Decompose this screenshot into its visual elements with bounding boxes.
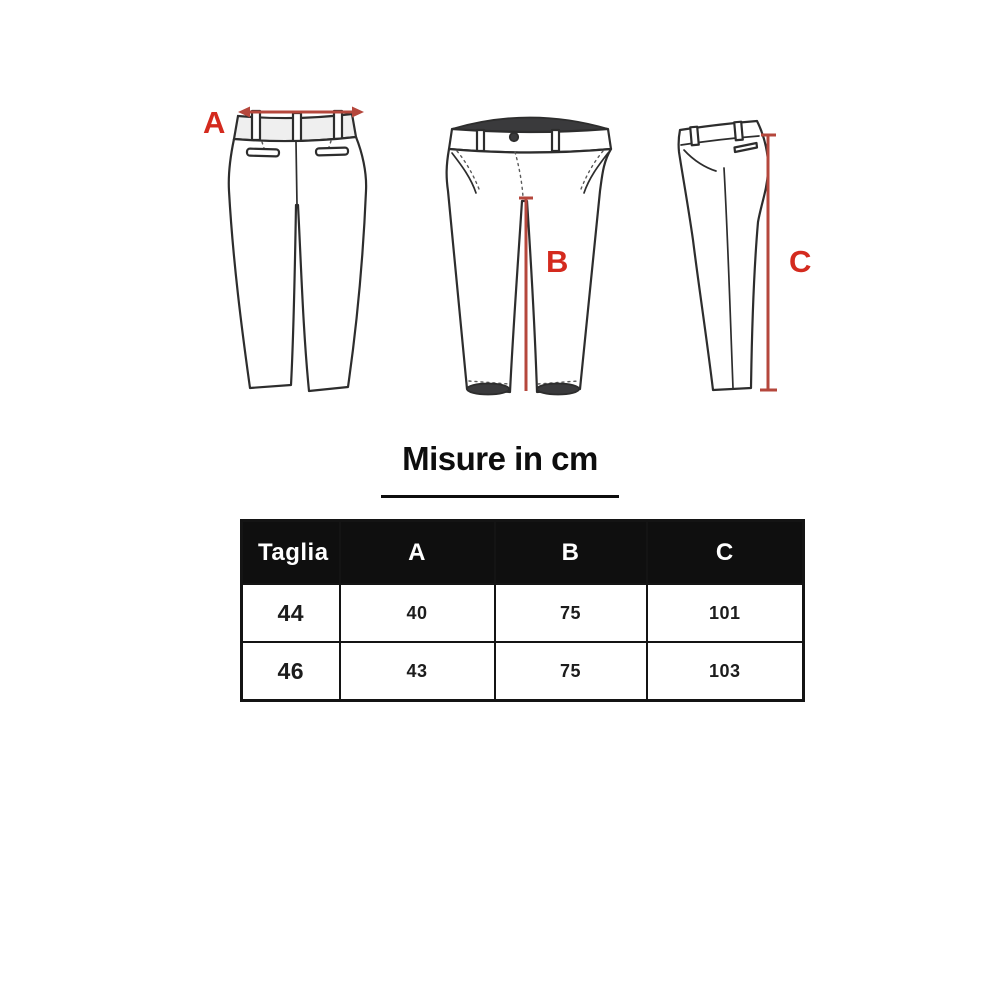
col-header-c: C	[647, 521, 804, 585]
pants-measurement-diagram	[0, 0, 1000, 430]
page-title: Misure in cm	[402, 440, 598, 477]
table-row-size-46	[242, 642, 804, 701]
belt-loop	[334, 111, 342, 139]
arrowhead-right-icon	[352, 107, 364, 118]
measure-label-b: B	[546, 244, 569, 279]
table-header-row	[242, 521, 804, 585]
pants-body-outline	[229, 137, 366, 391]
measure-label-c: C	[789, 244, 812, 279]
waistband	[449, 129, 611, 153]
cell-size: 46	[242, 642, 340, 701]
hem-interior	[467, 384, 509, 395]
measure-label-a: A	[203, 105, 226, 140]
col-header-b: B	[495, 521, 647, 585]
cell-measure-b: 75	[495, 642, 647, 701]
pants-body-outline	[679, 121, 769, 390]
belt-loop	[252, 111, 260, 140]
pants-back-view	[203, 105, 366, 391]
button	[510, 133, 518, 141]
belt-loop	[477, 130, 484, 151]
cell-measure-a: 43	[340, 642, 495, 701]
hem-interior	[537, 384, 579, 395]
center-back-seam	[296, 142, 297, 205]
belt-loop	[293, 113, 301, 143]
pants-side-view	[679, 121, 812, 390]
belt-loop	[690, 127, 699, 146]
col-header-taglia: Taglia	[242, 521, 340, 585]
back-pocket-welt	[247, 149, 279, 157]
cell-measure-c: 103	[647, 642, 804, 701]
cell-measure-b: 75	[495, 584, 647, 642]
table-row-size-44	[242, 584, 804, 642]
belt-loop	[734, 122, 743, 141]
belt-loop	[552, 130, 559, 151]
cell-size: 44	[242, 584, 340, 642]
title-underline	[381, 495, 619, 498]
cell-measure-a: 40	[340, 584, 495, 642]
size-table	[240, 519, 805, 702]
pants-front-view	[447, 118, 611, 395]
cell-measure-c: 101	[647, 584, 804, 642]
col-header-a: A	[340, 521, 495, 585]
back-pocket-welt	[316, 148, 348, 156]
